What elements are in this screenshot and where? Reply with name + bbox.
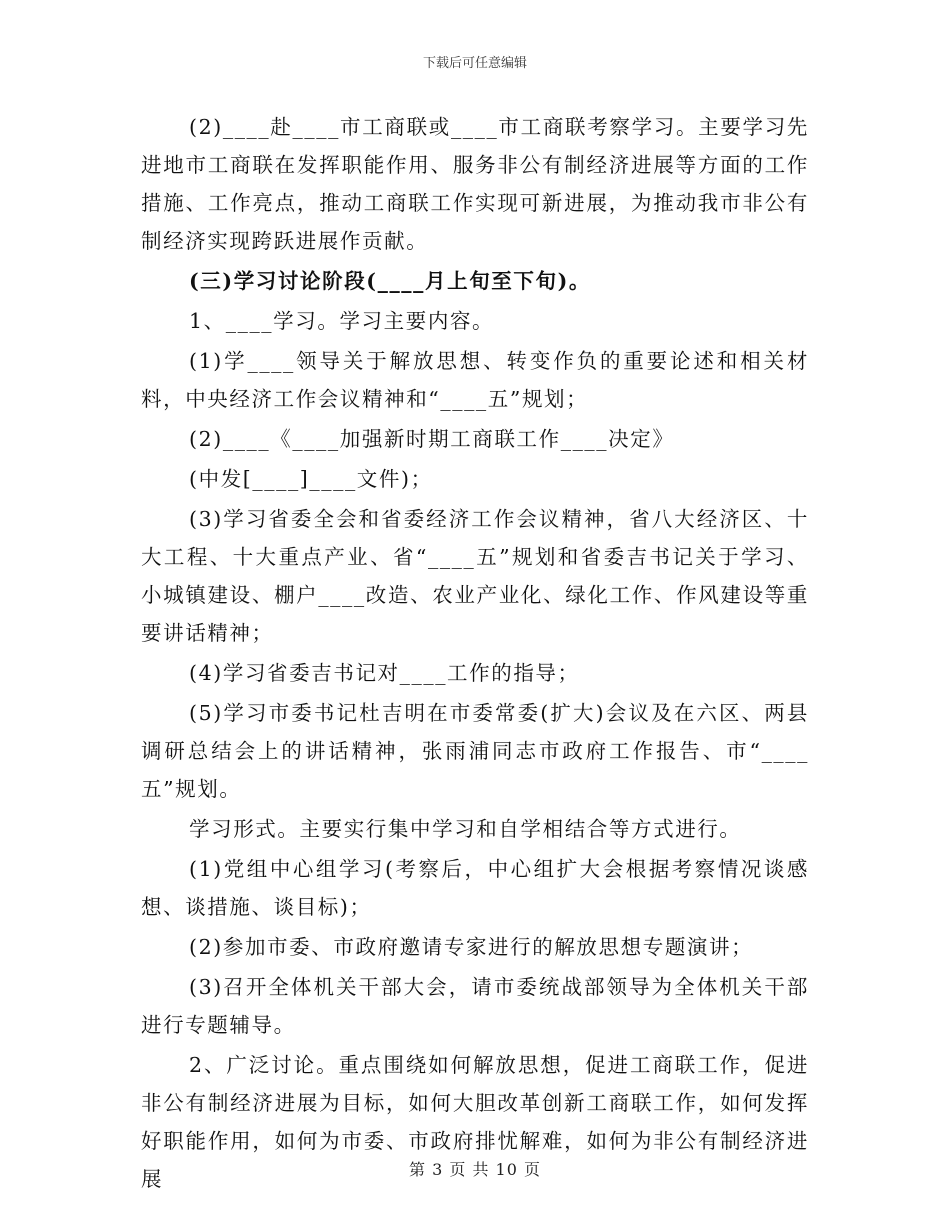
paragraph: (4)学习省委吉书记对____工作的指导； xyxy=(189,661,580,685)
paragraph: 2、广泛讨论。重点围绕如何解放思想，促进工商联工作，促进非公有制经济进展为目标，如何大胆改革创新工商联工作，如何发挥好职能作用，如何为市委、市政府排忧解难，如何为非公有制经济进展 xyxy=(141,1053,809,1191)
page-header: 下载后可任意编辑 xyxy=(422,56,527,71)
paragraph: (2)____《____加强新时期工商联工作____决定》 xyxy=(189,427,675,451)
section-heading: (三)学习讨论阶段(____月上旬至下旬)。 xyxy=(189,269,591,293)
paragraph: (1)党组中心组学习(考察后，中心组扩大会根据考察情况谈感想、谈措施、谈目标)； xyxy=(141,857,809,919)
paragraph: (2)参加市委、市政府邀请专家进行的解放思想专题演讲； xyxy=(189,935,754,959)
document-body xyxy=(141,108,809,1200)
paragraph: (2)____赴____市工商联或____市工商联考察学习。主要学习先进地市工商联在发挥职能作用、服务非公有制经济进展等方面的工作措施、工作亮点，推动工商联工作实现可新进展，为推动我市非公有制经济实现跨跃进展作贡献。 xyxy=(141,115,809,253)
paragraph: (1)学____领导关于解放思想、转变作负的重要论述和相关材料，中央经济工作会议精神和“____五”规划； xyxy=(141,349,809,411)
paragraph: (中发[____]____文件)； xyxy=(189,467,433,491)
page-footer: 第 3 页 共 10 页 xyxy=(409,1160,541,1179)
paragraph: 学习形式。主要实行集中学习和自学相结合等方式进行。 xyxy=(189,817,742,841)
paragraph: (3)召开全体机关干部大会，请市委统战部领导为全体机关干部进行专题辅导。 xyxy=(141,975,809,1037)
paragraph: (3)学习省委全会和省委经济工作会议精神，省八大经济区、十大工程、十大重点产业、省“____五”规划和省委吉书记关于学习、小城镇建设、棚户____改造、农业产业化、绿化工作、作风建设等重要讲话精神； xyxy=(141,507,809,645)
paragraph: (5)学习市委书记杜吉明在市委常委(扩大)会议及在六区、两县调研总结会上的讲话精神，张雨浦同志市政府工作报告、市“____五”规划。 xyxy=(141,701,809,801)
paragraph: 1、____学习。学习主要内容。 xyxy=(189,309,495,333)
